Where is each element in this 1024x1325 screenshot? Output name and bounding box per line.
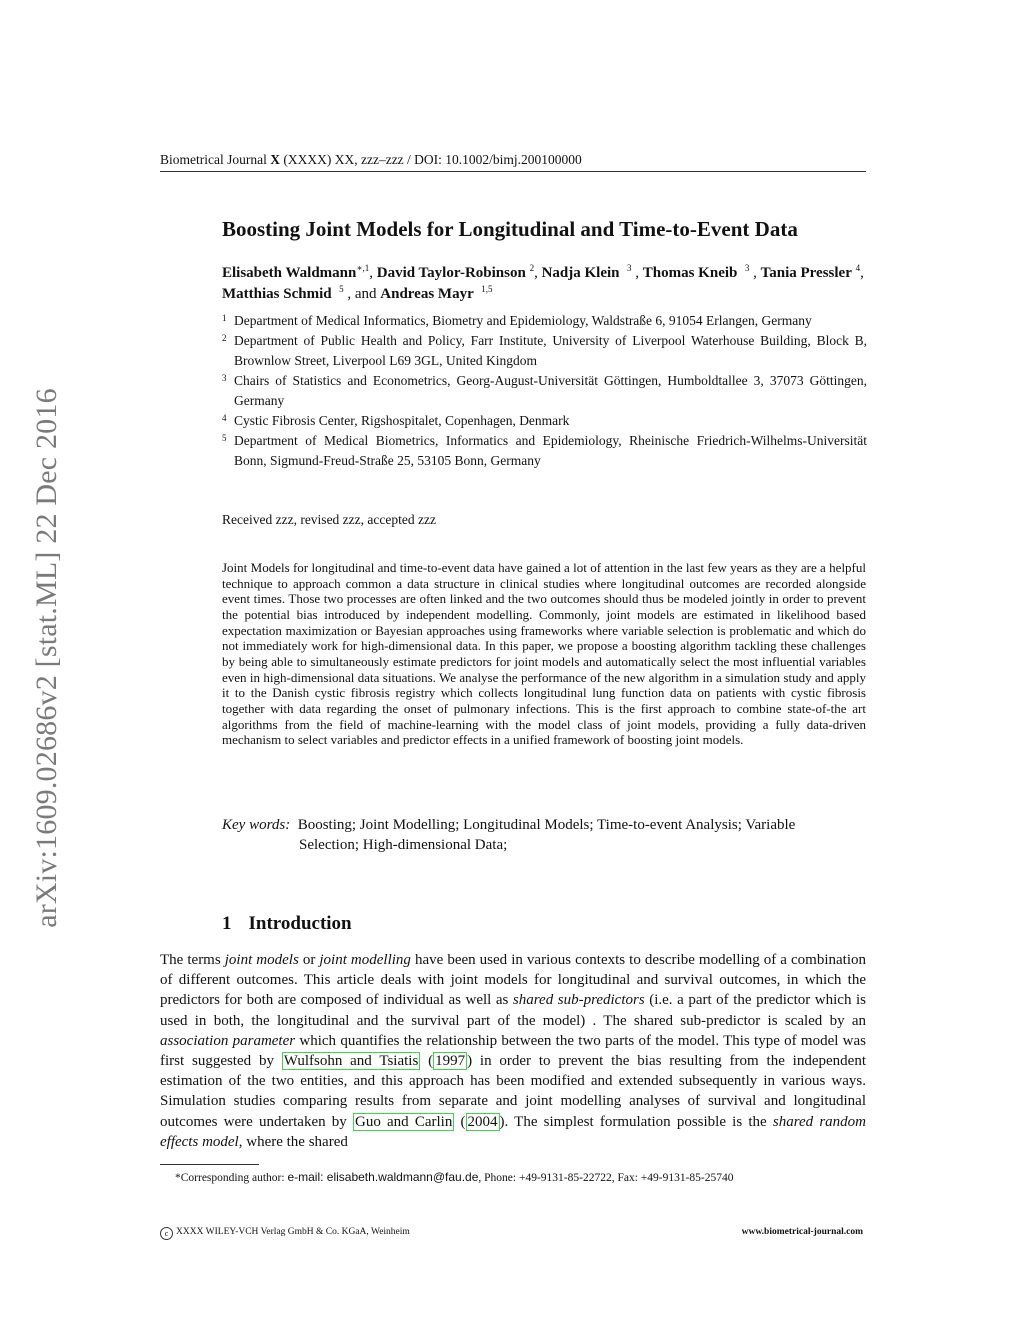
- footnote-rule: [160, 1164, 259, 1165]
- citation-year-link-1997[interactable]: 1997: [435, 1053, 466, 1070]
- affiliations: [222, 311, 867, 471]
- author-name: Thomas Kneib: [642, 265, 738, 281]
- footnote-prefix: *Corresponding author:: [175, 1172, 288, 1184]
- author-name: Nadja Klein: [541, 265, 620, 281]
- abstract: Joint Models for longitudinal and time-to-event data have gained a lot of attention in the last few years as they are a helpful technique to approach common a data structure in clinical studies where longitudinal outcomes are recorded alongside event times. Those two processes are often linked and the two outcomes should thus be modeled jointly in order to prevent the potential bias introduced by independent modelling. Commonly, joint models are estimated in likelihood based expectation maximization or Bayesian approaches using frameworks where variable selection is problematic and which do not immediately work for high-dimensional data. In this paper, we propose a boosting algorithm tackling these challenges by being able to simultaneously estimate predictors for joint models and automatically select the most influential variables even in high-dimensional data situations. We analyse the performance of the new algorithm in a simulation study and apply it to the Danish cystic fibrosis registry which collects longitudinal lung function data on patients with cystic fibrosis together with data regarding the onset of pulmonary infections. This is the first approach to combine state-of-the art algorithms from the field of machine-learning with the model class of joint models, providing a fully data-driven mechanism to select variables and predictor effects in a unified framework of boosting joint models.: [222, 560, 866, 748]
- author-name: Elisabeth Waldmann: [222, 265, 357, 281]
- copyright-text: XXXX WILEY-VCH Verlag GmbH & Co. KGaA, Weinheim: [176, 1227, 410, 1237]
- paper-title: Boosting Joint Models for Longitudinal and Time-to-Event Data: [222, 217, 798, 241]
- intro-text: (: [454, 1113, 466, 1130]
- intro-text: which quantifies the relationship between the two parts of the model. This type of model was first suggested by: [160, 1032, 866, 1070]
- intro-emphasis: shared random effects model: [160, 1113, 866, 1150]
- affiliation-number: 2: [222, 333, 227, 343]
- section-title: Introduction: [248, 913, 352, 934]
- affiliation-item: [222, 331, 867, 371]
- keywords: [222, 815, 867, 855]
- affiliation-text: Chairs of Statistics and Econometrics, Georg-August-Universität Göttingen, Humboldtallee 3, 37073 Göttingen, Germany: [234, 373, 867, 408]
- copyright-footer: [160, 1227, 410, 1240]
- received-dates: Received zzz, revised zzz, accepted zzz: [222, 512, 436, 527]
- intro-emphasis: association parameter: [160, 1032, 296, 1049]
- footnote-email[interactable]: elisabeth.waldmann@fau.de: [326, 1170, 479, 1184]
- author-sup: 2: [529, 263, 535, 273]
- keywords-line-2: Selection; High-dimensional Data;: [299, 837, 508, 853]
- intro-text: The terms: [160, 952, 225, 968]
- author-sup: 4: [855, 263, 861, 273]
- intro-paragraph: [160, 950, 866, 1152]
- author-and: and: [354, 286, 377, 302]
- affiliation-number: 1: [222, 313, 227, 323]
- section-number: 1: [222, 913, 232, 934]
- affiliation-text: Department of Public Health and Policy, Farr Institute, University of Liverpool Waterhouse Building, Block B, Brownlow Street, Liverpool L69 3GL, United Kingdom: [234, 333, 867, 368]
- author-list: Elisabeth Waldmann$^{∗,1}$, David Taylor-Robinson $^2$, Nadja Klein $^3$ , Thomas Kneib $^3$ , Tania Pressler $^4$, Matthias Schmid $^5$ , and Andreas Mayr $^{1,5}$: [222, 263, 864, 302]
- intro-emphasis: shared sub-predictors: [512, 992, 645, 1009]
- author-sup: 3: [627, 263, 632, 273]
- affiliation-number: 3: [222, 373, 227, 383]
- affiliation-text: Cystic Fibrosis Center, Rigshospitalet, Copenhagen, Denmark: [234, 413, 570, 428]
- footnote-email-label: e-mail:: [287, 1170, 327, 1184]
- intro-text: , where the shared: [238, 1133, 348, 1150]
- affiliation-item: [222, 371, 867, 411]
- author-sup: 5: [339, 284, 344, 294]
- arxiv-identifier: arXiv:1609.02686v2 [stat.ML] 22 Dec 2016: [30, 388, 63, 928]
- author-name: Andreas Mayr: [380, 286, 474, 302]
- affiliation-item: [222, 431, 867, 471]
- intro-text: have been used in various contexts to describe modelling of a combination of different outcomes. This article deals with joint models for longitudinal and survival outcomes, in which the predictors for both are composed of individual as well as: [160, 952, 866, 1009]
- author-name: David Taylor-Robinson: [376, 265, 526, 281]
- running-header: [160, 152, 866, 168]
- author-sup: ∗,1: [356, 263, 370, 273]
- intro-text: or: [298, 952, 320, 968]
- intro-emphasis: joint modelling: [319, 952, 411, 968]
- author-name: Matthias Schmid: [222, 286, 332, 302]
- journal-name: Biometrical Journal: [160, 152, 267, 167]
- intro-text: (i.e. a part of the predictor which is used in both, the longitudinal and the survival part of the model) . The shared sub-predictor is scaled by an: [160, 992, 867, 1029]
- author-sup: 3: [744, 263, 750, 273]
- intro-text: ). The simplest formulation possible is the: [499, 1113, 773, 1130]
- author-sup: 1,5: [481, 284, 493, 294]
- corresponding-author-footnote: [175, 1170, 734, 1184]
- footnote-contact: , Phone: +49-9131-85-22722, Fax: +49-9131-85-25740: [478, 1172, 734, 1184]
- affiliation-text: Department of Medical Informatics, Biometry and Epidemiology, Waldstraße 6, 91054 Erlangen, Germany: [234, 313, 812, 328]
- intro-text: ) in order to prevent the bias resulting from the independent estimation of the two entities, and this approach has been modified and extended subsequently in various ways. Simulation studies comparing results from separate and joint modelling analyses of survival and longitudinal outcomes were undertaken by: [160, 1053, 866, 1130]
- citation-link-wulfsohn-tsiatis[interactable]: Wulfsohn and Tsiatis: [283, 1053, 419, 1070]
- affiliation-item: [222, 311, 867, 331]
- intro-text: (: [420, 1053, 434, 1070]
- citation-year-link-2004[interactable]: 2004: [467, 1113, 498, 1130]
- keywords-label: Key words:: [222, 817, 291, 833]
- section-heading: [222, 913, 352, 935]
- affiliation-item: [222, 411, 867, 431]
- journal-doi: (XXXX) XX, zzz–zzz / DOI: 10.1002/bimj.200100000: [283, 152, 582, 167]
- affiliation-number: 5: [222, 433, 227, 443]
- citation-link-guo-carlin[interactable]: Guo and Carlin: [354, 1113, 453, 1130]
- affiliation-number: 4: [222, 413, 227, 423]
- journal-url[interactable]: www.biometrical-journal.com: [741, 1227, 863, 1237]
- intro-emphasis: joint models: [224, 952, 299, 968]
- copyright-icon: c: [160, 1227, 173, 1240]
- journal-volume: X: [270, 152, 280, 167]
- author-name: Tania Pressler: [760, 265, 852, 281]
- keywords-line-1: Boosting; Joint Modelling; Longitudinal Models; Time-to-event Analysis; Variable: [297, 817, 796, 833]
- header-rule: [160, 171, 866, 172]
- affiliation-text: Department of Medical Biometrics, Informatics and Epidemiology, Rheinische Friedrich-Wilhelms-Universität Bonn, Sigmund-Freud-Straße 25, 53105 Bonn, Germany: [234, 433, 867, 468]
